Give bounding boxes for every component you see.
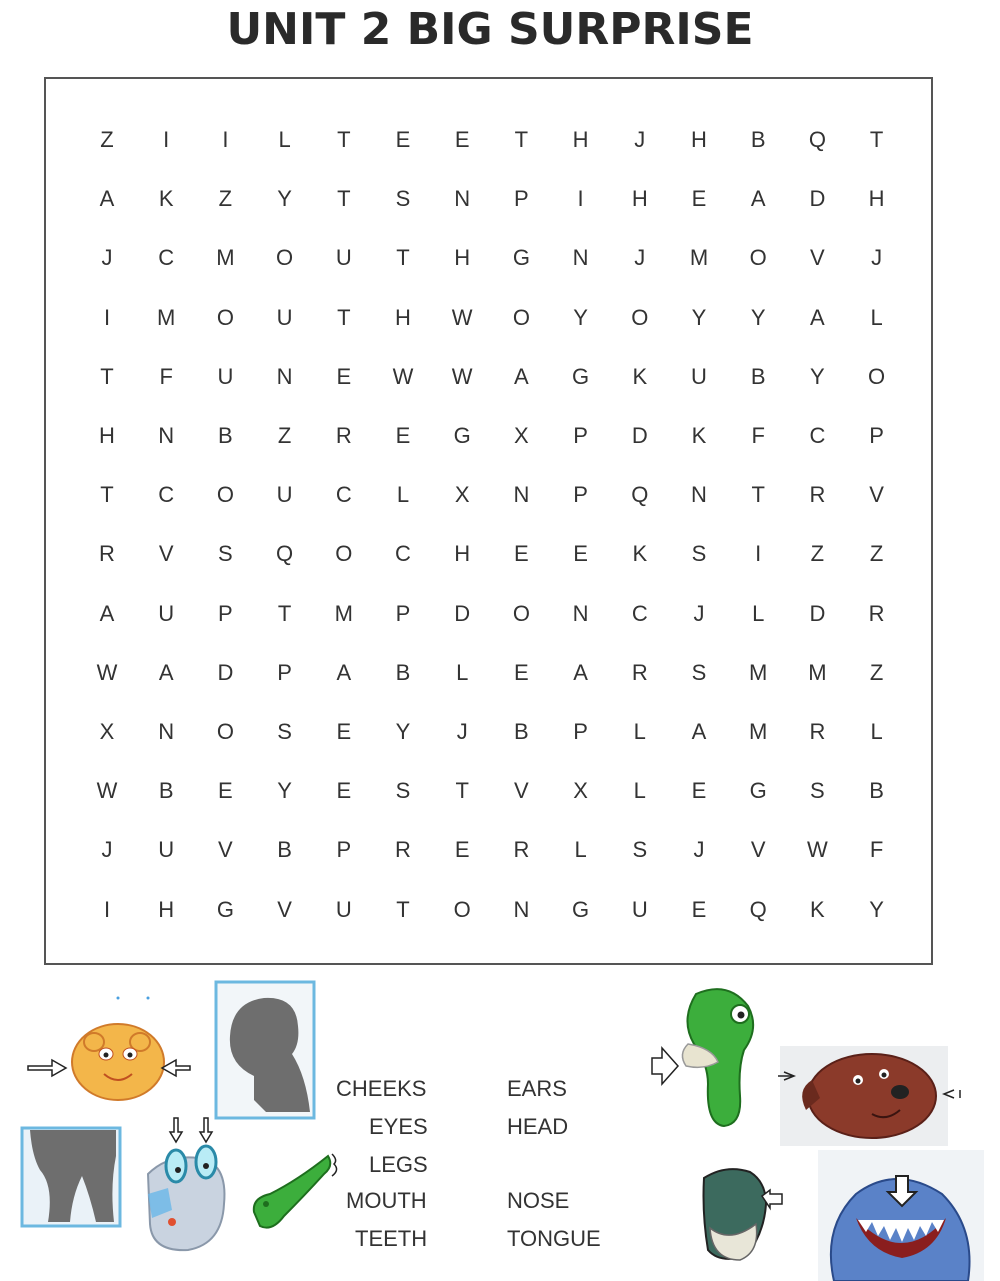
grid-row (46, 416, 931, 456)
grid-letter[interactable]: T (396, 896, 410, 922)
grid-row (46, 890, 931, 930)
grid-letter[interactable]: Z (869, 659, 884, 685)
grid-letter[interactable]: U (217, 363, 234, 389)
grid-letter[interactable]: D (631, 423, 648, 448)
mouth-creature-image (700, 1164, 786, 1266)
grid-letter[interactable]: S (218, 541, 233, 567)
grid-letter[interactable]: T (514, 127, 529, 152)
grid-letter[interactable]: R (631, 659, 648, 685)
grid-letter[interactable]: E (454, 127, 470, 152)
grid-letter[interactable]: Q (631, 482, 649, 508)
grid-letter[interactable]: H (158, 896, 175, 922)
grid-letter[interactable]: B (514, 719, 529, 744)
grid-letter[interactable]: J (693, 600, 705, 626)
grid-letter[interactable]: X (514, 423, 529, 448)
grid-letter[interactable]: G (572, 363, 590, 389)
grid-letter[interactable]: X (99, 719, 115, 744)
grid-letter[interactable]: C (158, 482, 175, 508)
grid-letter[interactable]: O (335, 541, 353, 567)
grid-letter[interactable]: W (96, 659, 118, 685)
grid-letter[interactable]: Q (808, 127, 826, 152)
grid-letter[interactable]: I (755, 541, 762, 567)
grid-letter[interactable]: G (749, 778, 767, 804)
grid-letter[interactable]: E (691, 186, 707, 212)
grid-letter[interactable]: J (693, 837, 705, 863)
grid-letter[interactable]: L (278, 127, 291, 152)
grid-letter[interactable]: S (277, 719, 292, 744)
grid-row (46, 357, 931, 397)
grid-letter[interactable]: K (632, 541, 648, 567)
grid-letter[interactable]: N (572, 245, 589, 271)
grid-letter[interactable]: P (395, 600, 411, 626)
grid-letter[interactable]: D (809, 600, 826, 626)
grid-letter[interactable]: I (163, 127, 170, 152)
grid-letter[interactable]: A (810, 304, 825, 330)
grid-letter[interactable]: M (749, 719, 768, 744)
grid-letter[interactable]: T (277, 600, 292, 626)
grid-row (46, 475, 931, 515)
grid-letter[interactable]: O (276, 245, 294, 271)
grid-letter[interactable]: K (158, 186, 174, 212)
grid-letter[interactable]: I (103, 896, 111, 922)
grid-letter[interactable]: L (456, 659, 469, 685)
legs-silhouette-image (20, 1126, 122, 1228)
grid-letter[interactable]: T (337, 186, 351, 212)
grid-letter[interactable]: E (514, 659, 529, 685)
grid-letter[interactable]: L (633, 778, 646, 804)
grid-letter[interactable]: A (514, 363, 529, 389)
grid-letter[interactable]: H (395, 304, 411, 330)
grid-letter[interactable]: Y (277, 778, 292, 804)
grid-letter[interactable]: N (276, 363, 293, 389)
grid-letter[interactable]: I (103, 304, 111, 330)
grid-letter[interactable]: C (335, 482, 352, 508)
grid-letter[interactable]: B (750, 127, 766, 152)
grid-letter[interactable]: J (871, 245, 883, 271)
grid-letter[interactable]: Z (218, 186, 233, 212)
grid-letter[interactable]: N (691, 482, 707, 508)
grid-letter[interactable]: V (218, 837, 233, 863)
grid-letter[interactable]: Z (277, 423, 292, 448)
word-legs: LEGS (369, 1152, 428, 1177)
grid-row (46, 712, 931, 752)
tongue-creature-image (648, 984, 760, 1130)
word-ears: EARS (507, 1076, 567, 1101)
grid-letter[interactable]: E (336, 778, 352, 804)
grid-letter[interactable]: W (96, 778, 118, 804)
grid-letter[interactable]: V (869, 482, 884, 508)
grid-row (46, 771, 931, 811)
grid-letter[interactable]: O (512, 600, 530, 626)
grid-letter[interactable]: W (451, 363, 473, 389)
grid-letter[interactable]: T (100, 482, 114, 508)
grid-letter[interactable]: M (157, 304, 176, 330)
grid-letter[interactable]: C (395, 541, 411, 567)
word-cheeks: CHEEKS (336, 1076, 427, 1101)
grid-letter[interactable]: V (158, 541, 174, 567)
grid-letter[interactable]: U (158, 600, 175, 626)
grid-letter[interactable]: U (335, 896, 352, 922)
grid-letter[interactable]: Y (277, 186, 292, 212)
grid-letter[interactable]: G (216, 896, 234, 922)
grid-letter[interactable]: N (572, 600, 589, 626)
grid-letter[interactable]: A (99, 186, 115, 212)
grid-letter[interactable]: M (689, 245, 709, 271)
grid-letter[interactable]: Y (750, 304, 766, 330)
grid-letter[interactable]: V (514, 778, 529, 804)
grid-letter[interactable]: H (868, 186, 885, 212)
grid-letter[interactable]: R (99, 541, 115, 567)
grid-letter[interactable]: E (573, 541, 588, 567)
grid-letter[interactable]: H (631, 186, 648, 212)
grid-letter[interactable]: G (453, 423, 471, 448)
grid-letter[interactable]: L (870, 719, 883, 744)
grid-letter[interactable]: A (750, 186, 766, 212)
grid-letter[interactable]: F (869, 837, 884, 863)
shark-teeth-image (816, 1148, 986, 1281)
grid-letter[interactable]: M (216, 245, 235, 271)
word-tongue: TONGUE (507, 1226, 601, 1251)
grid-letter[interactable]: P (573, 719, 588, 744)
grid-letter[interactable]: Y (691, 304, 707, 330)
grid-letter[interactable]: R (335, 423, 352, 448)
grid-letter[interactable]: R (395, 837, 411, 863)
grid-letter[interactable]: J (456, 719, 468, 744)
grid-letter[interactable]: E (395, 127, 411, 152)
grid-letter[interactable]: Q (276, 541, 294, 567)
grid-letter[interactable]: E (336, 719, 352, 744)
grid-letter[interactable]: V (810, 245, 825, 271)
grid-letter[interactable]: O (216, 304, 234, 330)
grid-letter[interactable]: R (809, 482, 826, 508)
grid-letter[interactable]: A (691, 719, 707, 744)
head-silhouette-image (214, 980, 316, 1120)
grid-letter[interactable]: B (277, 837, 292, 863)
grid-letter[interactable]: P (573, 482, 588, 508)
grid-letter[interactable]: F (751, 423, 765, 448)
grid-letter[interactable]: O (453, 896, 471, 922)
word-search-grid (44, 77, 933, 965)
grid-letter[interactable]: U (335, 245, 352, 271)
word-mouth: MOUTH (346, 1188, 427, 1213)
grid-letter[interactable]: Y (573, 304, 588, 330)
grid-letter[interactable]: L (574, 837, 587, 863)
grid-letter[interactable]: E (218, 778, 233, 804)
grid-letter[interactable]: R (513, 837, 530, 863)
grid-letter[interactable]: U (276, 304, 293, 330)
grid-letter[interactable]: S (632, 837, 648, 863)
word-head: HEAD (507, 1114, 569, 1139)
grid-letter[interactable]: D (809, 186, 826, 212)
grid-row (46, 298, 931, 338)
grid-letter[interactable]: N (513, 482, 530, 508)
grid-letter[interactable]: W (807, 837, 828, 863)
grid-letter[interactable]: N (158, 423, 175, 448)
eyes-creature-image (138, 1114, 230, 1254)
grid-letter[interactable]: Z (810, 541, 825, 567)
grid-letter[interactable]: E (691, 896, 707, 922)
grid-letter[interactable]: B (395, 659, 411, 685)
grid-row (46, 179, 931, 219)
grid-letter[interactable]: W (451, 304, 473, 330)
grid-letter[interactable]: T (869, 127, 884, 152)
grid-letter[interactable]: T (337, 304, 351, 330)
grid-letter[interactable]: R (809, 719, 826, 744)
grid-letter[interactable]: T (337, 127, 351, 152)
grid-letter[interactable]: B (869, 778, 884, 804)
grid-letter[interactable]: Z (869, 541, 884, 567)
grid-letter[interactable]: S (691, 659, 707, 685)
grid-letter[interactable]: O (216, 719, 234, 744)
grid-letter[interactable]: J (101, 245, 113, 271)
grid-letter[interactable]: S (395, 186, 411, 212)
grid-letter[interactable]: P (869, 423, 884, 448)
word-nose: NOSE (507, 1188, 570, 1213)
grid-letter[interactable]: Y (810, 363, 825, 389)
grid-letter[interactable]: B (218, 423, 233, 448)
grid-letter[interactable]: Y (395, 719, 411, 744)
grid-row (46, 830, 931, 870)
grid-letter[interactable]: E (395, 423, 411, 448)
grid-letter[interactable]: P (573, 423, 588, 448)
hamster-cheeks-image (26, 990, 196, 1105)
grid-row (46, 594, 931, 634)
grid-letter[interactable]: T (100, 363, 114, 389)
grid-letter[interactable]: L (752, 600, 765, 626)
grid-letter[interactable]: I (577, 186, 584, 212)
grid-letter[interactable]: D (217, 659, 234, 685)
word-eyes: EYES (369, 1114, 428, 1139)
grid-letter[interactable]: A (573, 659, 588, 685)
grid-letter[interactable]: F (159, 363, 173, 389)
grid-letter[interactable]: T (396, 245, 410, 271)
grid-letter[interactable]: U (631, 896, 648, 922)
grid-letter[interactable]: L (396, 482, 410, 508)
grid-letter[interactable]: O (631, 304, 649, 330)
grid-letter[interactable]: H (99, 423, 115, 448)
grid-letter[interactable]: W (392, 363, 414, 389)
grid-letter[interactable]: A (99, 600, 115, 626)
grid-letter[interactable]: Y (869, 896, 884, 922)
grid-letter[interactable]: O (868, 363, 886, 389)
grid-letter[interactable]: P (277, 659, 292, 685)
grid-letter[interactable]: T (455, 778, 469, 804)
grid-letter[interactable]: C (631, 600, 648, 626)
grid-letter[interactable]: M (334, 600, 353, 626)
grid-letter[interactable]: I (222, 127, 229, 152)
word-teeth: TEETH (355, 1226, 428, 1251)
grid-letter[interactable]: K (691, 423, 707, 448)
grid-letter[interactable]: K (810, 896, 825, 922)
grid-letter[interactable]: J (634, 127, 646, 152)
grid-letter[interactable]: J (101, 837, 113, 863)
grid-row (46, 238, 931, 278)
grid-letter[interactable]: V (750, 837, 766, 863)
grid-letter[interactable]: Q (749, 896, 767, 922)
grid-letter[interactable]: E (454, 837, 470, 863)
grid-letter[interactable]: H (454, 541, 471, 567)
grid-letter[interactable]: N (454, 186, 471, 212)
grid-letter[interactable]: X (454, 482, 470, 508)
grid-letter[interactable]: A (158, 659, 174, 685)
grid-letter[interactable]: S (810, 778, 825, 804)
grid-letter[interactable]: N (158, 719, 175, 744)
grid-letter[interactable]: H (691, 127, 707, 152)
grid-letter[interactable]: B (158, 778, 174, 804)
grid-letter[interactable]: G (512, 245, 530, 271)
grid-letter[interactable]: Z (100, 127, 114, 152)
grid-letter[interactable]: T (751, 482, 765, 508)
grid-letter[interactable]: E (336, 363, 352, 389)
grid-letter[interactable]: M (808, 659, 827, 685)
grid-letter[interactable]: O (216, 482, 234, 508)
grid-letter[interactable]: O (512, 304, 530, 330)
grid-letter[interactable]: H (572, 127, 589, 152)
grid-letter[interactable]: X (573, 778, 588, 804)
grid-letter[interactable]: H (454, 245, 471, 271)
grid-letter[interactable]: C (809, 423, 826, 448)
grid-letter[interactable]: P (514, 186, 529, 212)
grid-letter[interactable]: E (691, 778, 707, 804)
grid-row (46, 120, 931, 160)
page-title: UNIT 2 BIG SURPRISE (226, 4, 754, 55)
grid-letter[interactable]: G (572, 896, 590, 922)
grid-row (46, 534, 931, 574)
grid-letter[interactable]: V (277, 896, 292, 922)
grid-letter[interactable]: U (691, 363, 707, 389)
grid-letter[interactable]: C (158, 245, 175, 271)
grid-letter[interactable]: L (870, 304, 883, 330)
grid-letter[interactable]: O (749, 245, 767, 271)
grid-letter[interactable]: K (632, 363, 648, 389)
grid-letter[interactable]: R (868, 600, 885, 626)
grid-letter[interactable]: U (276, 482, 293, 508)
grid-letter[interactable]: D (454, 600, 471, 626)
dog-nose-image (776, 1044, 976, 1148)
grid-letter[interactable]: M (749, 659, 768, 685)
grid-letter[interactable]: B (750, 363, 766, 389)
grid-letter[interactable]: J (634, 245, 646, 271)
grid-letter[interactable]: N (513, 896, 530, 922)
grid-letter[interactable]: L (633, 719, 646, 744)
grid-letter[interactable]: A (336, 659, 352, 685)
grid-letter[interactable]: P (336, 837, 352, 863)
grid-letter[interactable]: U (158, 837, 175, 863)
grid-letter[interactable]: S (395, 778, 411, 804)
grid-row (46, 653, 931, 693)
grid-letter[interactable]: S (691, 541, 707, 567)
grid-letter[interactable]: P (218, 600, 233, 626)
grid-letter[interactable]: E (514, 541, 529, 567)
green-legs-creature-image (248, 1150, 340, 1236)
